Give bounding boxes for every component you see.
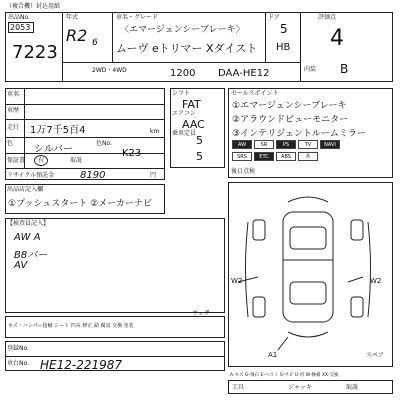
shape-value: HB xyxy=(276,42,291,53)
doors-label: ドア xyxy=(268,14,280,21)
option-aw: AW xyxy=(232,140,252,149)
inspector-line-1: AW A xyxy=(14,232,41,243)
option-sr: SR xyxy=(254,140,274,149)
car-diagram xyxy=(228,182,393,367)
option-abs: ABS xyxy=(276,152,296,161)
seats-value: 5 xyxy=(196,134,203,147)
year-value: R2 xyxy=(66,26,88,45)
lot-label: 出品No. xyxy=(8,14,30,21)
warranty-label: 保証書 xyxy=(7,157,26,164)
lot-small-number: 2053 xyxy=(10,23,31,32)
option-etc: ETC xyxy=(254,152,274,161)
legend-text: キズ・バンパー接触 シート 凹み 修正 錆 腐食 交換 塗装 xyxy=(8,323,134,329)
grade-text: 〈エマージェンシーブレーキ〉 xyxy=(120,25,245,35)
selling-point-1: ①エマージェンシーブレーキ xyxy=(232,101,347,111)
color-no-label: 色No. xyxy=(96,140,112,147)
mileage-unit: km xyxy=(150,128,160,135)
chassis-code: DAA-HE12 xyxy=(218,68,270,79)
doors-value: 5 xyxy=(280,22,288,36)
displacement-value: 1200 xyxy=(170,68,196,79)
drive-label: 2WD・4WD xyxy=(92,67,127,74)
diagram-u-note: ウェザー xyxy=(192,310,216,317)
diagram-spare: スペア xyxy=(366,352,385,359)
document-type: （複合機）封込用紙 xyxy=(6,3,61,10)
brand-label: 車名 xyxy=(7,91,20,98)
footer-legend: A-キズ G-飛石 E-ヘコミ S-サビ U-凹 W-修補 XX-交換 xyxy=(230,373,339,378)
rating-value: 4 xyxy=(330,26,344,51)
color-label: 色 xyxy=(7,140,14,147)
diagram-w2-right: W2 xyxy=(370,277,382,285)
remarks-label: 後日点検 xyxy=(231,168,256,175)
color-value: シルバー xyxy=(34,144,74,155)
history-label: 車歴 xyxy=(7,107,20,114)
footer-manual-label: 取説 xyxy=(346,384,359,391)
option-tv: TV xyxy=(298,140,318,149)
exhibitor-notes-label: 出品店記入欄 xyxy=(7,186,44,193)
tools-label: 工具 xyxy=(232,384,245,391)
capacity-value: 5 xyxy=(196,150,203,163)
interior-label: 内装 xyxy=(304,66,317,73)
recycle-label: リサイクル預託金 xyxy=(7,172,55,179)
interior-value: B xyxy=(340,62,349,76)
rating-label: 評価点 xyxy=(318,14,337,21)
recycle-value: 8190 xyxy=(80,170,106,181)
year-label: 年式 xyxy=(66,14,79,21)
option-navi: NAVI xyxy=(320,140,340,149)
seats-label: 乗車定員 xyxy=(172,130,197,137)
inspector-label: 【検査員記入】 xyxy=(7,220,50,227)
selling-point-2: ②アラウンドビューモニター xyxy=(232,115,349,125)
aircon-label: エアコン xyxy=(172,110,196,117)
exhibitor-notes-text: ①プッシュスタート ②メーカーナビ xyxy=(8,199,153,209)
car-name-text: ムーヴ eトリマー Xダイスト xyxy=(116,42,258,55)
jack-label: ジャッキ xyxy=(288,384,312,391)
recycle-unit: 円 xyxy=(150,172,157,179)
selling-point-3: ③インテリジェントルームミラー xyxy=(232,129,366,139)
inspector-line-2: B8バー xyxy=(14,250,48,261)
warranty-value: 有 xyxy=(38,157,45,164)
manual-label: 取説 xyxy=(70,157,83,164)
option-leather: 革 xyxy=(298,152,318,161)
frame-label: 車台No. xyxy=(7,360,29,367)
diagram-a1: A1 xyxy=(268,351,278,359)
option-srs: SRS xyxy=(232,152,252,161)
month-value: 6 xyxy=(92,38,98,48)
shift-value: FAT xyxy=(182,98,201,111)
lot-number: 7223 xyxy=(12,42,58,63)
diagram-w2-left: W2 xyxy=(231,277,243,285)
registration-label: 登録No. xyxy=(7,345,29,352)
selling-points-label: セールスポイント xyxy=(231,90,279,97)
shift-label: シフト xyxy=(172,90,191,97)
mileage-value: 1万7千5百4 xyxy=(30,125,86,136)
mileage-label: 走行 xyxy=(7,124,20,131)
aircon-value: AAC xyxy=(182,118,205,131)
frame-value: HE12-221987 xyxy=(40,358,123,372)
color-no-value: K23 xyxy=(122,148,142,159)
option-ps: PS xyxy=(276,140,296,149)
inspector-line-3: AV xyxy=(14,260,28,271)
car-name-label: 車名・グレード xyxy=(116,14,159,21)
